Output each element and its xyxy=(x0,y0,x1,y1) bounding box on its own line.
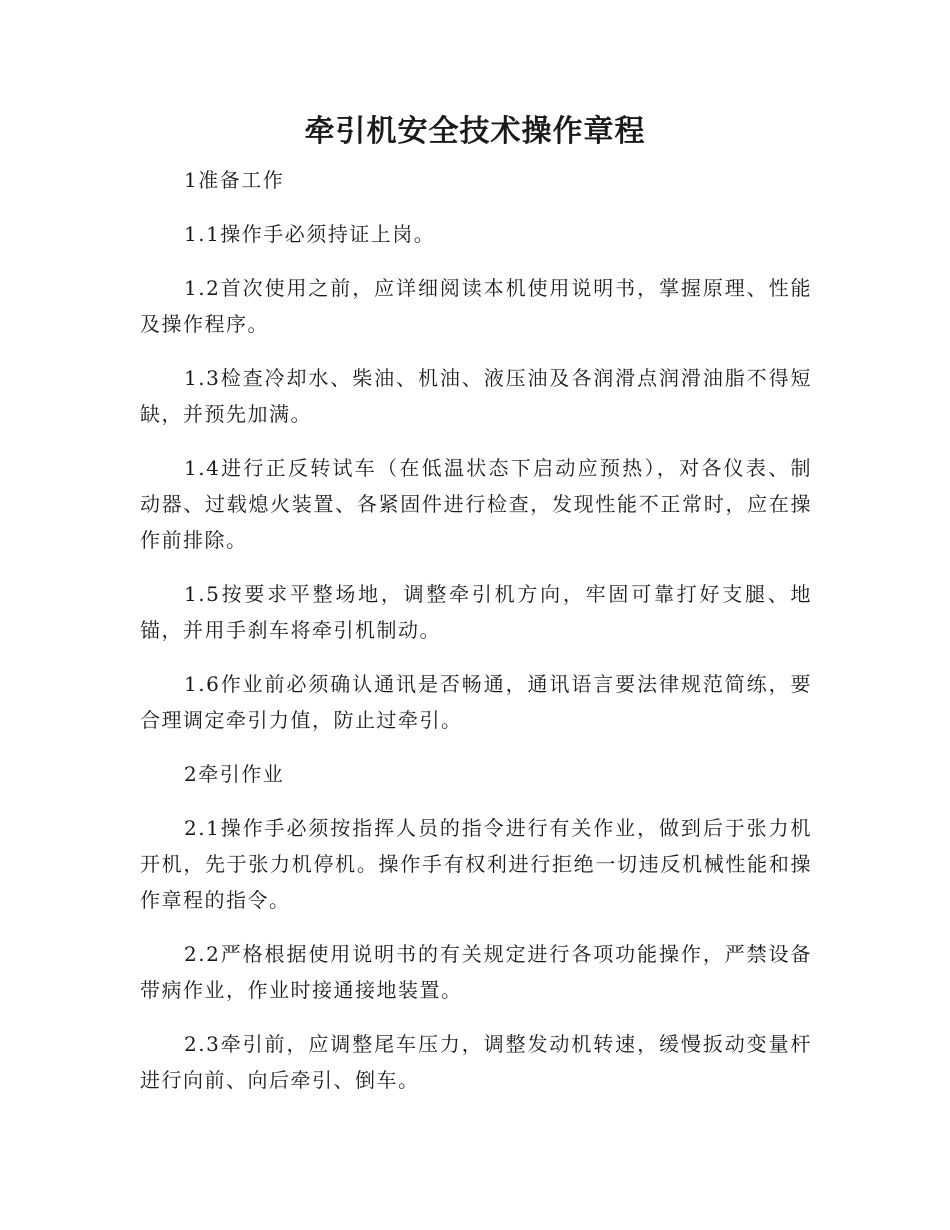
paragraph-1-4: 1.4进行正反转试车（在低温状态下启动应预热），对各仪表、制动器、过载熄火装置、各紧固件进行检查，发现性能不正常时，应在操作前排除。 xyxy=(140,456,812,552)
paragraph-1-2: 1.2首次使用之前，应详细阅读本机使用说明书，掌握原理、性能及操作程序。 xyxy=(140,276,812,336)
paragraph-1-6: 1.6作业前必须确认通讯是否畅通，通讯语言要法律规范简练，要合理调定牵引力值，防止过牵引。 xyxy=(140,672,812,732)
paragraph-2-2: 2.2严格根据使用说明书的有关规定进行各项功能操作，严禁设备带病作业，作业时接通接地装置。 xyxy=(140,942,812,1002)
paragraph-1-1: 1.1操作手必须持证上岗。 xyxy=(184,222,436,246)
paragraph-1-3: 1.3检查冷却水、柴油、机油、液压油及各润滑点润滑油脂不得短缺，并预先加满。 xyxy=(140,366,812,426)
paragraph-1-5: 1.5按要求平整场地，调整牵引机方向，牢固可靠打好支腿、地锚，并用手刹车将牵引机制动。 xyxy=(140,582,812,642)
section-heading-1: 1准备工作 xyxy=(184,168,285,192)
document-title: 牵引机安全技术操作章程 xyxy=(304,114,646,149)
document-body xyxy=(140,162,812,1116)
section-heading-2: 2牵引作业 xyxy=(184,762,285,786)
paragraph-2-3: 2.3牵引前，应调整尾车压力，调整发动机转速，缓慢扳动变量杆进行向前、向后牵引、倒车。 xyxy=(140,1032,812,1092)
paragraph-2-1: 2.1操作手必须按指挥人员的指令进行有关作业，做到后于张力机开机，先于张力机停机。操作手有权利进行拒绝一切违反机械性能和操作章程的指令。 xyxy=(140,816,812,912)
